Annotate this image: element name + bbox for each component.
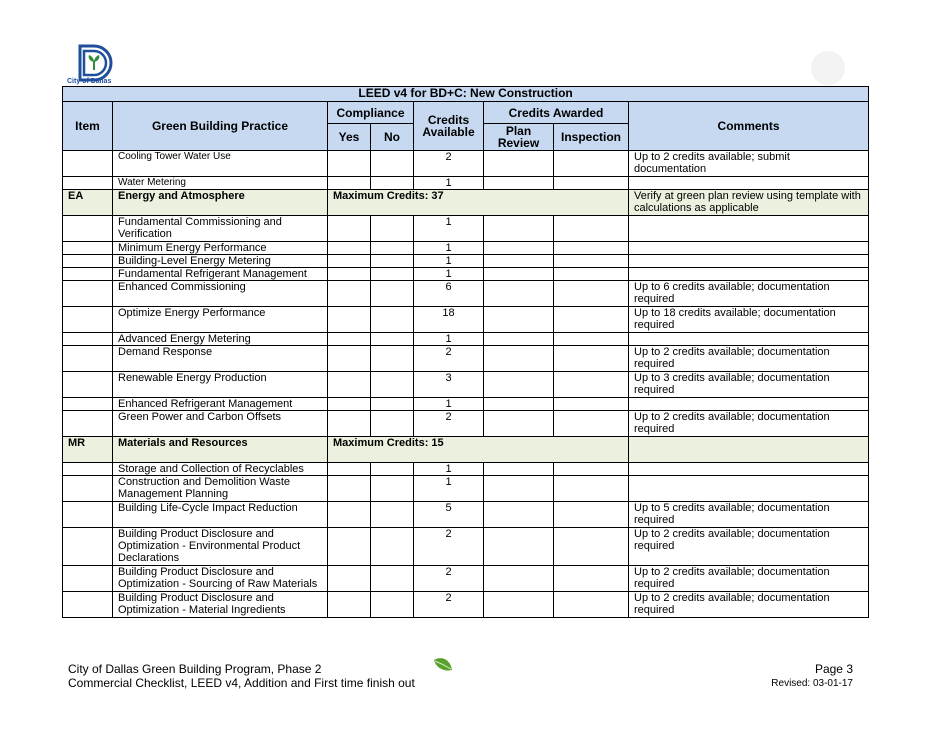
practice-cell: Optimize Energy Performance bbox=[113, 307, 328, 333]
table-row bbox=[63, 372, 869, 398]
inspection-cell bbox=[554, 398, 629, 411]
no-cell bbox=[371, 307, 414, 333]
item-cell bbox=[63, 268, 113, 281]
logo-caption: City of Dallas bbox=[67, 78, 112, 85]
no-cell bbox=[371, 216, 414, 242]
item-cell bbox=[63, 281, 113, 307]
footer-left bbox=[68, 662, 415, 690]
yes-cell bbox=[328, 463, 371, 476]
item-cell bbox=[63, 151, 113, 177]
yes-cell bbox=[328, 177, 371, 190]
plan-review-cell bbox=[484, 592, 554, 618]
table-row bbox=[63, 502, 869, 528]
comment-cell: Up to 3 credits available; documentation required bbox=[629, 372, 869, 398]
comment-cell bbox=[629, 177, 869, 190]
credits-available-cell: 1 bbox=[414, 476, 484, 502]
credits-available-cell: 2 bbox=[414, 346, 484, 372]
practice-cell: Building Product Disclosure and Optimization - Environmental Product Declarations bbox=[113, 528, 328, 566]
practice-cell: Building Product Disclosure and Optimization - Sourcing of Raw Materials bbox=[113, 566, 328, 592]
table-row bbox=[63, 398, 869, 411]
plan-review-cell bbox=[484, 398, 554, 411]
plan-review-cell bbox=[484, 242, 554, 255]
inspection-cell bbox=[554, 177, 629, 190]
item-cell bbox=[63, 528, 113, 566]
table-title: LEED v4 for BD+C: New Construction bbox=[63, 87, 869, 102]
plan-review-cell bbox=[484, 177, 554, 190]
plan-review-cell bbox=[484, 476, 554, 502]
item-cell bbox=[63, 476, 113, 502]
no-cell bbox=[371, 566, 414, 592]
section-row bbox=[63, 190, 869, 216]
header-yes: Yes bbox=[328, 124, 371, 151]
footer-checklist: Commercial Checklist, LEED v4, Addition and First time finish out bbox=[68, 676, 415, 690]
no-cell bbox=[371, 268, 414, 281]
yes-cell bbox=[328, 216, 371, 242]
plan-review-cell bbox=[484, 463, 554, 476]
header-plan-review: Plan Review bbox=[484, 124, 554, 151]
yes-cell bbox=[328, 281, 371, 307]
credits-available-cell: 1 bbox=[414, 463, 484, 476]
practice-cell: Materials and Resources bbox=[113, 437, 328, 463]
credits-available-cell: 2 bbox=[414, 592, 484, 618]
inspection-cell bbox=[554, 242, 629, 255]
inspection-cell bbox=[554, 346, 629, 372]
inspection-cell bbox=[554, 463, 629, 476]
item-cell: MR bbox=[63, 437, 113, 463]
plan-review-cell bbox=[484, 281, 554, 307]
table-row bbox=[63, 307, 869, 333]
comment-cell bbox=[629, 476, 869, 502]
practice-cell: Construction and Demolition Waste Management Planning bbox=[113, 476, 328, 502]
yes-cell bbox=[328, 242, 371, 255]
no-cell bbox=[371, 592, 414, 618]
comment-cell bbox=[629, 437, 869, 463]
plan-review-cell bbox=[484, 268, 554, 281]
no-cell bbox=[371, 476, 414, 502]
comment-cell bbox=[629, 333, 869, 346]
header-compliance: Compliance bbox=[328, 102, 414, 124]
header-item: Item bbox=[63, 102, 113, 151]
plan-review-cell bbox=[484, 566, 554, 592]
credits-available-cell: 2 bbox=[414, 528, 484, 566]
item-cell bbox=[63, 307, 113, 333]
inspection-cell bbox=[554, 528, 629, 566]
item-cell bbox=[63, 398, 113, 411]
credits-available-cell: 1 bbox=[414, 268, 484, 281]
plan-review-cell bbox=[484, 333, 554, 346]
inspection-cell bbox=[554, 307, 629, 333]
header-inspection: Inspection bbox=[554, 124, 629, 151]
item-cell bbox=[63, 255, 113, 268]
inspection-cell bbox=[554, 255, 629, 268]
inspection-cell bbox=[554, 268, 629, 281]
item-cell bbox=[63, 463, 113, 476]
practice-cell: Energy and Atmosphere bbox=[113, 190, 328, 216]
credits-available-cell: 5 bbox=[414, 502, 484, 528]
table-row bbox=[63, 463, 869, 476]
yes-cell bbox=[328, 592, 371, 618]
practice-cell: Building-Level Energy Metering bbox=[113, 255, 328, 268]
header-practice: Green Building Practice bbox=[113, 102, 328, 151]
yes-cell bbox=[328, 255, 371, 268]
item-cell bbox=[63, 566, 113, 592]
inspection-cell bbox=[554, 333, 629, 346]
no-cell bbox=[371, 151, 414, 177]
credits-available-cell: 1 bbox=[414, 177, 484, 190]
item-cell bbox=[63, 216, 113, 242]
revised-date: Revised: 03-01-17 bbox=[771, 678, 853, 689]
yes-cell bbox=[328, 307, 371, 333]
yes-cell bbox=[328, 346, 371, 372]
practice-cell: Advanced Energy Metering bbox=[113, 333, 328, 346]
comment-cell: Verify at green plan review using template with calculations as applicable bbox=[629, 190, 869, 216]
practice-cell: Fundamental Commissioning and Verification bbox=[113, 216, 328, 242]
practice-cell: Building Product Disclosure and Optimization - Material Ingredients bbox=[113, 592, 328, 618]
table-row bbox=[63, 346, 869, 372]
comment-cell: Up to 6 credits available; documentation required bbox=[629, 281, 869, 307]
practice-cell: Building Life-Cycle Impact Reduction bbox=[113, 502, 328, 528]
comment-cell: Up to 5 credits available; documentation required bbox=[629, 502, 869, 528]
no-cell bbox=[371, 463, 414, 476]
no-cell bbox=[371, 333, 414, 346]
leed-checklist-table bbox=[62, 86, 869, 618]
inspection-cell bbox=[554, 372, 629, 398]
plan-review-cell bbox=[484, 307, 554, 333]
inspection-cell bbox=[554, 592, 629, 618]
page-number: Page 3 bbox=[814, 662, 853, 676]
no-cell bbox=[371, 346, 414, 372]
credits-available-cell: 1 bbox=[414, 398, 484, 411]
credits-available-cell: 3 bbox=[414, 372, 484, 398]
inspection-cell bbox=[554, 411, 629, 437]
leaf-icon bbox=[432, 656, 454, 674]
comment-cell bbox=[629, 255, 869, 268]
item-cell bbox=[63, 372, 113, 398]
practice-cell: Water Metering bbox=[113, 177, 328, 190]
table-row bbox=[63, 177, 869, 190]
yes-cell bbox=[328, 411, 371, 437]
practice-cell: Enhanced Commissioning bbox=[113, 281, 328, 307]
comment-cell: Up to 2 credits available; documentation required bbox=[629, 411, 869, 437]
table-row bbox=[63, 476, 869, 502]
footer-right bbox=[771, 662, 853, 689]
yes-cell bbox=[328, 398, 371, 411]
comment-cell bbox=[629, 398, 869, 411]
yes-cell bbox=[328, 333, 371, 346]
no-cell bbox=[371, 372, 414, 398]
item-cell bbox=[63, 592, 113, 618]
item-cell bbox=[63, 502, 113, 528]
max-credits-cell: Maximum Credits: 37 bbox=[328, 190, 629, 216]
footer-program: City of Dallas Green Building Program, Phase 2 bbox=[68, 662, 322, 676]
plan-review-cell bbox=[484, 346, 554, 372]
credits-available-cell: 6 bbox=[414, 281, 484, 307]
table-row bbox=[63, 242, 869, 255]
table-row bbox=[63, 566, 869, 592]
item-cell bbox=[63, 177, 113, 190]
yes-cell bbox=[328, 268, 371, 281]
plan-review-cell bbox=[484, 411, 554, 437]
item-cell bbox=[63, 242, 113, 255]
credits-available-cell: 2 bbox=[414, 566, 484, 592]
comment-cell: Up to 18 credits available; documentation required bbox=[629, 307, 869, 333]
inspection-cell bbox=[554, 281, 629, 307]
table-row bbox=[63, 411, 869, 437]
table-row bbox=[63, 592, 869, 618]
item-cell bbox=[63, 333, 113, 346]
item-cell: EA bbox=[63, 190, 113, 216]
yes-cell bbox=[328, 372, 371, 398]
comment-cell bbox=[629, 242, 869, 255]
yes-cell bbox=[328, 151, 371, 177]
decorative-circle bbox=[811, 51, 845, 85]
yes-cell bbox=[328, 566, 371, 592]
no-cell bbox=[371, 502, 414, 528]
table-row bbox=[63, 268, 869, 281]
comment-cell: Up to 2 credits available; documentation required bbox=[629, 346, 869, 372]
table-row bbox=[63, 151, 869, 177]
inspection-cell bbox=[554, 476, 629, 502]
table-row bbox=[63, 255, 869, 268]
header-no: No bbox=[371, 124, 414, 151]
comment-cell: Up to 2 credits available; documentation required bbox=[629, 592, 869, 618]
section-row bbox=[63, 437, 869, 463]
comment-cell: Up to 2 credits available; documentation required bbox=[629, 528, 869, 566]
no-cell bbox=[371, 411, 414, 437]
header-comments: Comments bbox=[629, 102, 869, 151]
comment-cell bbox=[629, 216, 869, 242]
credits-available-cell: 1 bbox=[414, 242, 484, 255]
table-row bbox=[63, 281, 869, 307]
practice-cell: Cooling Tower Water Use bbox=[113, 151, 328, 177]
practice-cell: Minimum Energy Performance bbox=[113, 242, 328, 255]
comment-cell: Up to 2 credits available; documentation required bbox=[629, 566, 869, 592]
plan-review-cell bbox=[484, 502, 554, 528]
no-cell bbox=[371, 398, 414, 411]
inspection-cell bbox=[554, 566, 629, 592]
plan-review-cell bbox=[484, 216, 554, 242]
practice-cell: Renewable Energy Production bbox=[113, 372, 328, 398]
comment-cell bbox=[629, 463, 869, 476]
yes-cell bbox=[328, 528, 371, 566]
inspection-cell bbox=[554, 216, 629, 242]
comment-cell bbox=[629, 268, 869, 281]
credits-available-cell: 2 bbox=[414, 411, 484, 437]
credits-available-cell: 1 bbox=[414, 333, 484, 346]
max-credits-cell: Maximum Credits: 15 bbox=[328, 437, 629, 463]
practice-cell: Storage and Collection of Recyclables bbox=[113, 463, 328, 476]
header-credits-awarded: Credits Awarded bbox=[484, 102, 629, 124]
item-cell bbox=[63, 346, 113, 372]
inspection-cell bbox=[554, 502, 629, 528]
practice-cell: Fundamental Refrigerant Management bbox=[113, 268, 328, 281]
yes-cell bbox=[328, 502, 371, 528]
table-row bbox=[63, 528, 869, 566]
table-row bbox=[63, 333, 869, 346]
inspection-cell bbox=[554, 151, 629, 177]
comment-cell: Up to 2 credits available; submit documentation bbox=[629, 151, 869, 177]
table-row bbox=[63, 216, 869, 242]
no-cell bbox=[371, 177, 414, 190]
item-cell bbox=[63, 411, 113, 437]
yes-cell bbox=[328, 476, 371, 502]
practice-cell: Green Power and Carbon Offsets bbox=[113, 411, 328, 437]
practice-cell: Demand Response bbox=[113, 346, 328, 372]
plan-review-cell bbox=[484, 372, 554, 398]
plan-review-cell bbox=[484, 528, 554, 566]
practice-cell: Enhanced Refrigerant Management bbox=[113, 398, 328, 411]
no-cell bbox=[371, 255, 414, 268]
no-cell bbox=[371, 242, 414, 255]
plan-review-cell bbox=[484, 151, 554, 177]
credits-available-cell: 1 bbox=[414, 216, 484, 242]
header-credits-available: Credits Available bbox=[414, 102, 484, 151]
credits-available-cell: 18 bbox=[414, 307, 484, 333]
no-cell bbox=[371, 528, 414, 566]
plan-review-cell bbox=[484, 255, 554, 268]
credits-available-cell: 1 bbox=[414, 255, 484, 268]
no-cell bbox=[371, 281, 414, 307]
credits-available-cell: 2 bbox=[414, 151, 484, 177]
